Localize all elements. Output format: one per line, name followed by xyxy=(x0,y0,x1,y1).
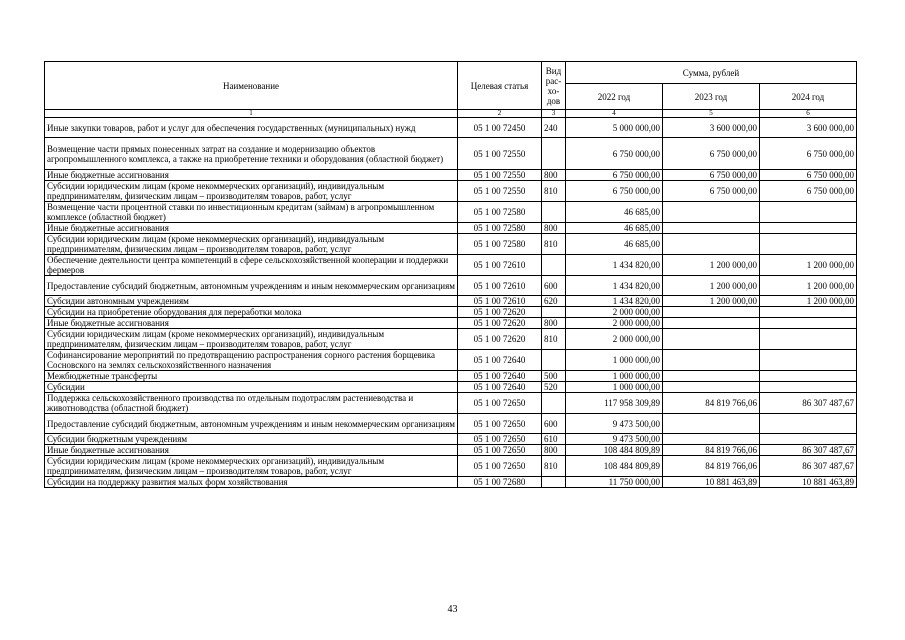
row-sum-2022: 108 484 809,89 xyxy=(566,456,663,477)
row-sum-2024: 86 307 487,67 xyxy=(760,393,857,414)
row-sum-2024 xyxy=(760,382,857,393)
row-sum-2023: 6 750 000,00 xyxy=(663,170,760,181)
row-sum-2023 xyxy=(663,414,760,434)
row-target-article: 05 1 00 72650 xyxy=(458,414,542,434)
row-sum-2024 xyxy=(760,329,857,350)
row-sum-2023 xyxy=(663,234,760,255)
header-year-2023: 2023 год xyxy=(663,84,760,110)
row-target-article: 05 1 00 72580 xyxy=(458,223,542,234)
column-index: 1 xyxy=(45,110,458,118)
row-target-article: 05 1 00 72640 xyxy=(458,371,542,382)
table-row xyxy=(45,202,857,223)
row-sum-2022: 117 958 309,89 xyxy=(566,393,663,414)
row-name: Иные бюджетные ассигнования xyxy=(45,170,458,181)
table-row xyxy=(45,477,857,488)
row-expense-type: 800 xyxy=(542,170,566,181)
row-name: Субсидии юридическим лицам (кроме некоммерческих организаций), индивидуальным предпринимателям, физическим лицам – производителям товаров, работ, услуг xyxy=(45,234,458,255)
column-index-row xyxy=(45,110,857,118)
row-expense-type: 810 xyxy=(542,234,566,255)
table-row xyxy=(45,371,857,382)
table-row xyxy=(45,318,857,329)
row-target-article: 05 1 00 72550 xyxy=(458,138,542,170)
row-expense-type xyxy=(542,477,566,488)
row-sum-2024 xyxy=(760,414,857,434)
row-sum-2022: 11 750 000,00 xyxy=(566,477,663,488)
row-sum-2024: 1 200 000,00 xyxy=(760,276,857,296)
row-sum-2022: 1 434 820,00 xyxy=(566,255,663,276)
table-row xyxy=(45,181,857,202)
row-sum-2022: 1 000 000,00 xyxy=(566,382,663,393)
row-sum-2024: 1 200 000,00 xyxy=(760,255,857,276)
row-sum-2024: 6 750 000,00 xyxy=(760,170,857,181)
header-year-2024: 2024 год xyxy=(760,84,857,110)
table-row xyxy=(45,393,857,414)
row-expense-type: 810 xyxy=(542,456,566,477)
row-sum-2022: 1 434 820,00 xyxy=(566,276,663,296)
row-sum-2022: 9 473 500,00 xyxy=(566,434,663,445)
row-sum-2023: 84 819 766,06 xyxy=(663,393,760,414)
row-expense-type: 800 xyxy=(542,223,566,234)
column-index: 3 xyxy=(542,110,566,118)
row-name: Субсидии бюджетным учреждениям xyxy=(45,434,458,445)
row-expense-type xyxy=(542,138,566,170)
table-row xyxy=(45,445,857,456)
column-index: 6 xyxy=(760,110,857,118)
row-sum-2024 xyxy=(760,307,857,318)
row-sum-2023 xyxy=(663,371,760,382)
row-target-article: 05 1 00 72650 xyxy=(458,434,542,445)
row-name: Иные бюджетные ассигнования xyxy=(45,318,458,329)
row-sum-2022: 9 473 500,00 xyxy=(566,414,663,434)
page-number: 43 xyxy=(447,604,458,615)
row-target-article: 05 1 00 72610 xyxy=(458,276,542,296)
row-expense-type: 610 xyxy=(542,434,566,445)
row-sum-2023: 6 750 000,00 xyxy=(663,181,760,202)
row-name: Субсидии юридическим лицам (кроме некоммерческих организаций), индивидуальным предпринимателям, физическим лицам – производителям товаров, работ, услуг xyxy=(45,456,458,477)
row-target-article: 05 1 00 72620 xyxy=(458,307,542,318)
row-expense-type: 810 xyxy=(542,329,566,350)
row-expense-type xyxy=(542,255,566,276)
row-target-article: 05 1 00 72650 xyxy=(458,456,542,477)
row-sum-2023: 1 200 000,00 xyxy=(663,255,760,276)
table-row xyxy=(45,434,857,445)
table-body xyxy=(45,118,857,488)
row-sum-2024 xyxy=(760,350,857,371)
row-sum-2023 xyxy=(663,350,760,371)
row-sum-2022: 46 685,00 xyxy=(566,223,663,234)
row-expense-type: 600 xyxy=(542,276,566,296)
row-target-article: 05 1 00 72580 xyxy=(458,202,542,223)
row-expense-type: 800 xyxy=(542,445,566,456)
table-row xyxy=(45,276,857,296)
row-name: Софинансирование мероприятий по предотвращению распространения сорного растения борщевика Сосновского на землях сельскохозяйственного назначения xyxy=(45,350,458,371)
row-sum-2024 xyxy=(760,223,857,234)
column-index: 4 xyxy=(566,110,663,118)
row-target-article: 05 1 00 72640 xyxy=(458,382,542,393)
row-name: Возмещение части процентной ставки по инвестиционным кредитам (займам) в агропромышленном комплексе (областной бюджет) xyxy=(45,202,458,223)
row-name: Обеспечение деятельности центра компетенций в сфере сельскохозяйственной кооперации и поддержки фермеров xyxy=(45,255,458,276)
row-sum-2022: 6 750 000,00 xyxy=(566,181,663,202)
row-expense-type: 810 xyxy=(542,181,566,202)
row-name: Иные закупки товаров, работ и услуг для обеспечения государственных (муниципальных) нужд xyxy=(45,118,458,138)
header-sum: Сумма, рублей xyxy=(566,62,857,84)
row-sum-2023 xyxy=(663,318,760,329)
row-name: Субсидии на приобретение оборудования для переработки молока xyxy=(45,307,458,318)
table-row xyxy=(45,329,857,350)
table-row xyxy=(45,170,857,181)
header-expense-type: Вид рас-хо-дов xyxy=(542,62,566,110)
table-row xyxy=(45,307,857,318)
row-name: Предоставление субсидий бюджетным, автономным учреждениям и иным некоммерческим организациям xyxy=(45,276,458,296)
row-sum-2022: 1 000 000,00 xyxy=(566,350,663,371)
row-sum-2024: 3 600 000,00 xyxy=(760,118,857,138)
row-name: Предоставление субсидий бюджетным, автономным учреждениям и иным некоммерческим организациям xyxy=(45,414,458,434)
row-name: Межбюджетные трансферты xyxy=(45,371,458,382)
row-expense-type: 600 xyxy=(542,414,566,434)
row-target-article: 05 1 00 72580 xyxy=(458,234,542,255)
row-sum-2023: 1 200 000,00 xyxy=(663,296,760,307)
table-row xyxy=(45,234,857,255)
row-sum-2022: 46 685,00 xyxy=(566,234,663,255)
row-sum-2024: 1 200 000,00 xyxy=(760,296,857,307)
row-expense-type: 500 xyxy=(542,371,566,382)
row-sum-2024: 86 307 487,67 xyxy=(760,456,857,477)
row-sum-2023: 3 600 000,00 xyxy=(663,118,760,138)
row-sum-2023: 1 200 000,00 xyxy=(663,276,760,296)
row-sum-2024: 10 881 463,89 xyxy=(760,477,857,488)
row-expense-type: 800 xyxy=(542,318,566,329)
row-target-article: 05 1 00 72640 xyxy=(458,350,542,371)
column-index: 5 xyxy=(663,110,760,118)
row-target-article: 05 1 00 72650 xyxy=(458,445,542,456)
row-sum-2022: 2 000 000,00 xyxy=(566,329,663,350)
row-target-article: 05 1 00 72650 xyxy=(458,393,542,414)
row-expense-type xyxy=(542,307,566,318)
row-sum-2023: 6 750 000,00 xyxy=(663,138,760,170)
row-target-article: 05 1 00 72610 xyxy=(458,255,542,276)
row-name: Субсидии юридическим лицам (кроме некоммерческих организаций), индивидуальным предпринимателям, физическим лицам – производителям товаров, работ, услуг xyxy=(45,329,458,350)
table-row xyxy=(45,382,857,393)
row-name: Иные бюджетные ассигнования xyxy=(45,223,458,234)
row-expense-type xyxy=(542,350,566,371)
row-sum-2024 xyxy=(760,202,857,223)
row-sum-2022: 2 000 000,00 xyxy=(566,307,663,318)
row-sum-2022: 5 000 000,00 xyxy=(566,118,663,138)
row-name: Возмещение части прямых понесенных затрат на создание и модернизацию объектов агропромышленного комплекса, а также на приобретение техники и оборудования (областной бюджет) xyxy=(45,138,458,170)
row-target-article: 05 1 00 72620 xyxy=(458,329,542,350)
row-target-article: 05 1 00 72610 xyxy=(458,296,542,307)
row-target-article: 05 1 00 72620 xyxy=(458,318,542,329)
row-sum-2023 xyxy=(663,307,760,318)
row-sum-2023: 10 881 463,89 xyxy=(663,477,760,488)
header-target-article: Целевая статья xyxy=(458,62,542,110)
row-sum-2024 xyxy=(760,318,857,329)
table-row xyxy=(45,255,857,276)
row-sum-2024 xyxy=(760,434,857,445)
table-row xyxy=(45,456,857,477)
table-row xyxy=(45,350,857,371)
row-sum-2022: 1 000 000,00 xyxy=(566,371,663,382)
budget-table-container xyxy=(44,61,856,488)
row-sum-2024: 6 750 000,00 xyxy=(760,138,857,170)
row-sum-2023 xyxy=(663,202,760,223)
row-name: Иные бюджетные ассигнования xyxy=(45,445,458,456)
row-name: Субсидии на поддержку развития малых форм хозяйствования xyxy=(45,477,458,488)
table-row xyxy=(45,138,857,170)
row-target-article: 05 1 00 72450 xyxy=(458,118,542,138)
header-name: Наименование xyxy=(45,62,458,110)
row-sum-2023: 84 819 766,06 xyxy=(663,445,760,456)
row-expense-type xyxy=(542,202,566,223)
row-name: Субсидии юридическим лицам (кроме некоммерческих организаций), индивидуальным предпринимателям, физическим лицам – производителям товаров, работ, услуг xyxy=(45,181,458,202)
row-sum-2022: 6 750 000,00 xyxy=(566,138,663,170)
row-sum-2024: 86 307 487,67 xyxy=(760,445,857,456)
row-sum-2022: 6 750 000,00 xyxy=(566,170,663,181)
table-row xyxy=(45,223,857,234)
row-sum-2023 xyxy=(663,329,760,350)
row-expense-type: 520 xyxy=(542,382,566,393)
row-expense-type: 620 xyxy=(542,296,566,307)
table-row xyxy=(45,296,857,307)
row-target-article: 05 1 00 72550 xyxy=(458,181,542,202)
row-expense-type: 240 xyxy=(542,118,566,138)
row-sum-2023 xyxy=(663,382,760,393)
row-name: Субсидии автономным учреждениям xyxy=(45,296,458,307)
row-name: Поддержка сельскохозяйственного производства по отдельным подотраслям растениеводства и животноводства (областной бюджет) xyxy=(45,393,458,414)
row-sum-2022: 1 434 820,00 xyxy=(566,296,663,307)
column-index: 2 xyxy=(458,110,542,118)
row-sum-2023 xyxy=(663,434,760,445)
table-row xyxy=(45,414,857,434)
row-name: Субсидии xyxy=(45,382,458,393)
header-year-2022: 2022 год xyxy=(566,84,663,110)
row-sum-2022: 108 484 809,89 xyxy=(566,445,663,456)
budget-table xyxy=(44,61,857,488)
row-sum-2023: 84 819 766,06 xyxy=(663,456,760,477)
table-row xyxy=(45,118,857,138)
row-target-article: 05 1 00 72680 xyxy=(458,477,542,488)
row-sum-2024: 6 750 000,00 xyxy=(760,181,857,202)
row-sum-2024 xyxy=(760,371,857,382)
row-expense-type xyxy=(542,393,566,414)
row-target-article: 05 1 00 72550 xyxy=(458,170,542,181)
row-sum-2023 xyxy=(663,223,760,234)
row-sum-2022: 46 685,00 xyxy=(566,202,663,223)
row-sum-2024 xyxy=(760,234,857,255)
row-sum-2022: 2 000 000,00 xyxy=(566,318,663,329)
